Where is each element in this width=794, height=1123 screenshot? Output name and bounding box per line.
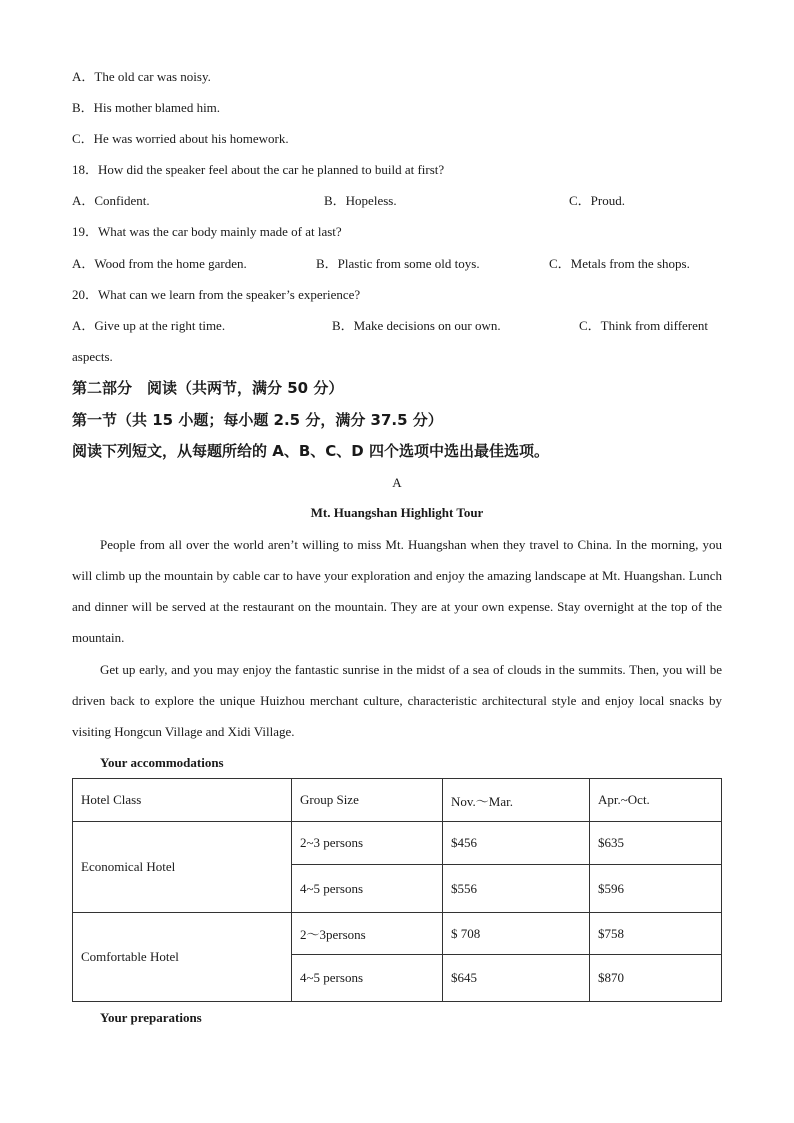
q18-option-a: A．Confident.	[72, 193, 150, 208]
q20-option-c: C．Think from different	[579, 318, 709, 333]
passage-paragraph-1	[72, 529, 722, 653]
header-apr-oct: Apr.~Oct.	[590, 779, 722, 822]
price-cell: $ 708	[443, 913, 590, 955]
paragraph-2-text: Get up early, and you may enjoy the fantastic sunrise in the midst of a sea of clouds in the summits. Then, you will be driven back to explore the unique Huizhou merchant culture, characteristic architectural style and enjoy local snacks by visiting Hongcun Village and Xidi Village.	[72, 662, 722, 739]
q17-option-c: C．He was worried about his homework.	[72, 131, 289, 146]
price-cell: $456	[443, 822, 590, 865]
section1-heading: 第一节（共 15 小题；每小题 2.5 分，满分 37.5 分）	[72, 411, 443, 429]
accommodations-table	[72, 778, 722, 1002]
header-group-size: Group Size	[292, 779, 443, 822]
q20-option-a: A．Give up at the right time.	[72, 318, 226, 333]
q18-option-b: B．Hopeless.	[324, 193, 397, 208]
price-cell: $556	[443, 865, 590, 913]
header-hotel-class: Hotel Class	[73, 779, 292, 822]
q19-question: 19．What was the car body mainly made of at last?	[72, 224, 342, 239]
q18-option-c: C．Proud.	[569, 193, 625, 208]
q18-question: 18．How did the speaker feel about the car he planned to build at first?	[72, 162, 445, 177]
q20-option-b: B．Make decisions on our own.	[332, 318, 501, 333]
economical-hotel-cell: Economical Hotel	[73, 822, 292, 913]
table-header-row	[73, 779, 722, 822]
group-size-cell: 2~3 persons	[292, 822, 443, 865]
table-row	[73, 822, 722, 865]
reading-instruction: 阅读下列短文，从每题所给的 A、B、C、D 四个选项中选出最佳选项。	[72, 442, 549, 460]
q20-question: 20．What can we learn from the speaker’s experience?	[72, 287, 361, 302]
paragraph-1-text: People from all over the world aren’t willing to miss Mt. Huangshan when they travel to China. In the morning, you will climb up the mountain by cable car to have your exploration and enjoy the amazing landscape at Mt. Huangshan. Lunch and dinner will be served at the restaurant on the mountain. They are at your own expense. Stay overnight at the top of the mountain.	[72, 537, 722, 645]
comfortable-hotel-cell: Comfortable Hotel	[73, 913, 292, 1002]
table-row	[73, 913, 722, 955]
part2-heading: 第二部分 阅读（共两节，满分 50 分）	[72, 379, 344, 397]
passage-letter: A	[392, 475, 402, 490]
group-size-cell: 4~5 persons	[292, 955, 443, 1002]
q19-option-c: C．Metals from the shops.	[549, 256, 690, 271]
q17-option-b: B．His mother blamed him.	[72, 100, 221, 115]
group-size-cell: 4~5 persons	[292, 865, 443, 913]
price-cell: $870	[590, 955, 722, 1002]
group-size-cell: 2～3persons	[292, 913, 443, 955]
price-cell: $645	[443, 955, 590, 1002]
price-cell: $596	[590, 865, 722, 913]
q17-option-a: A．The old car was noisy.	[72, 69, 211, 84]
preparations-heading: Your preparations	[100, 1010, 202, 1025]
header-nov-mar: Nov.～Mar.	[443, 779, 590, 822]
q20-option-c-continued: aspects.	[72, 349, 113, 364]
passage-paragraph-2	[72, 654, 722, 747]
q19-option-a: A．Wood from the home garden.	[72, 256, 247, 271]
price-cell: $635	[590, 822, 722, 865]
price-cell: $758	[590, 913, 722, 955]
q19-option-b: B．Plastic from some old toys.	[316, 256, 480, 271]
accommodations-heading: Your accommodations	[100, 755, 224, 770]
passage-title: Mt. Huangshan Highlight Tour	[310, 505, 484, 520]
